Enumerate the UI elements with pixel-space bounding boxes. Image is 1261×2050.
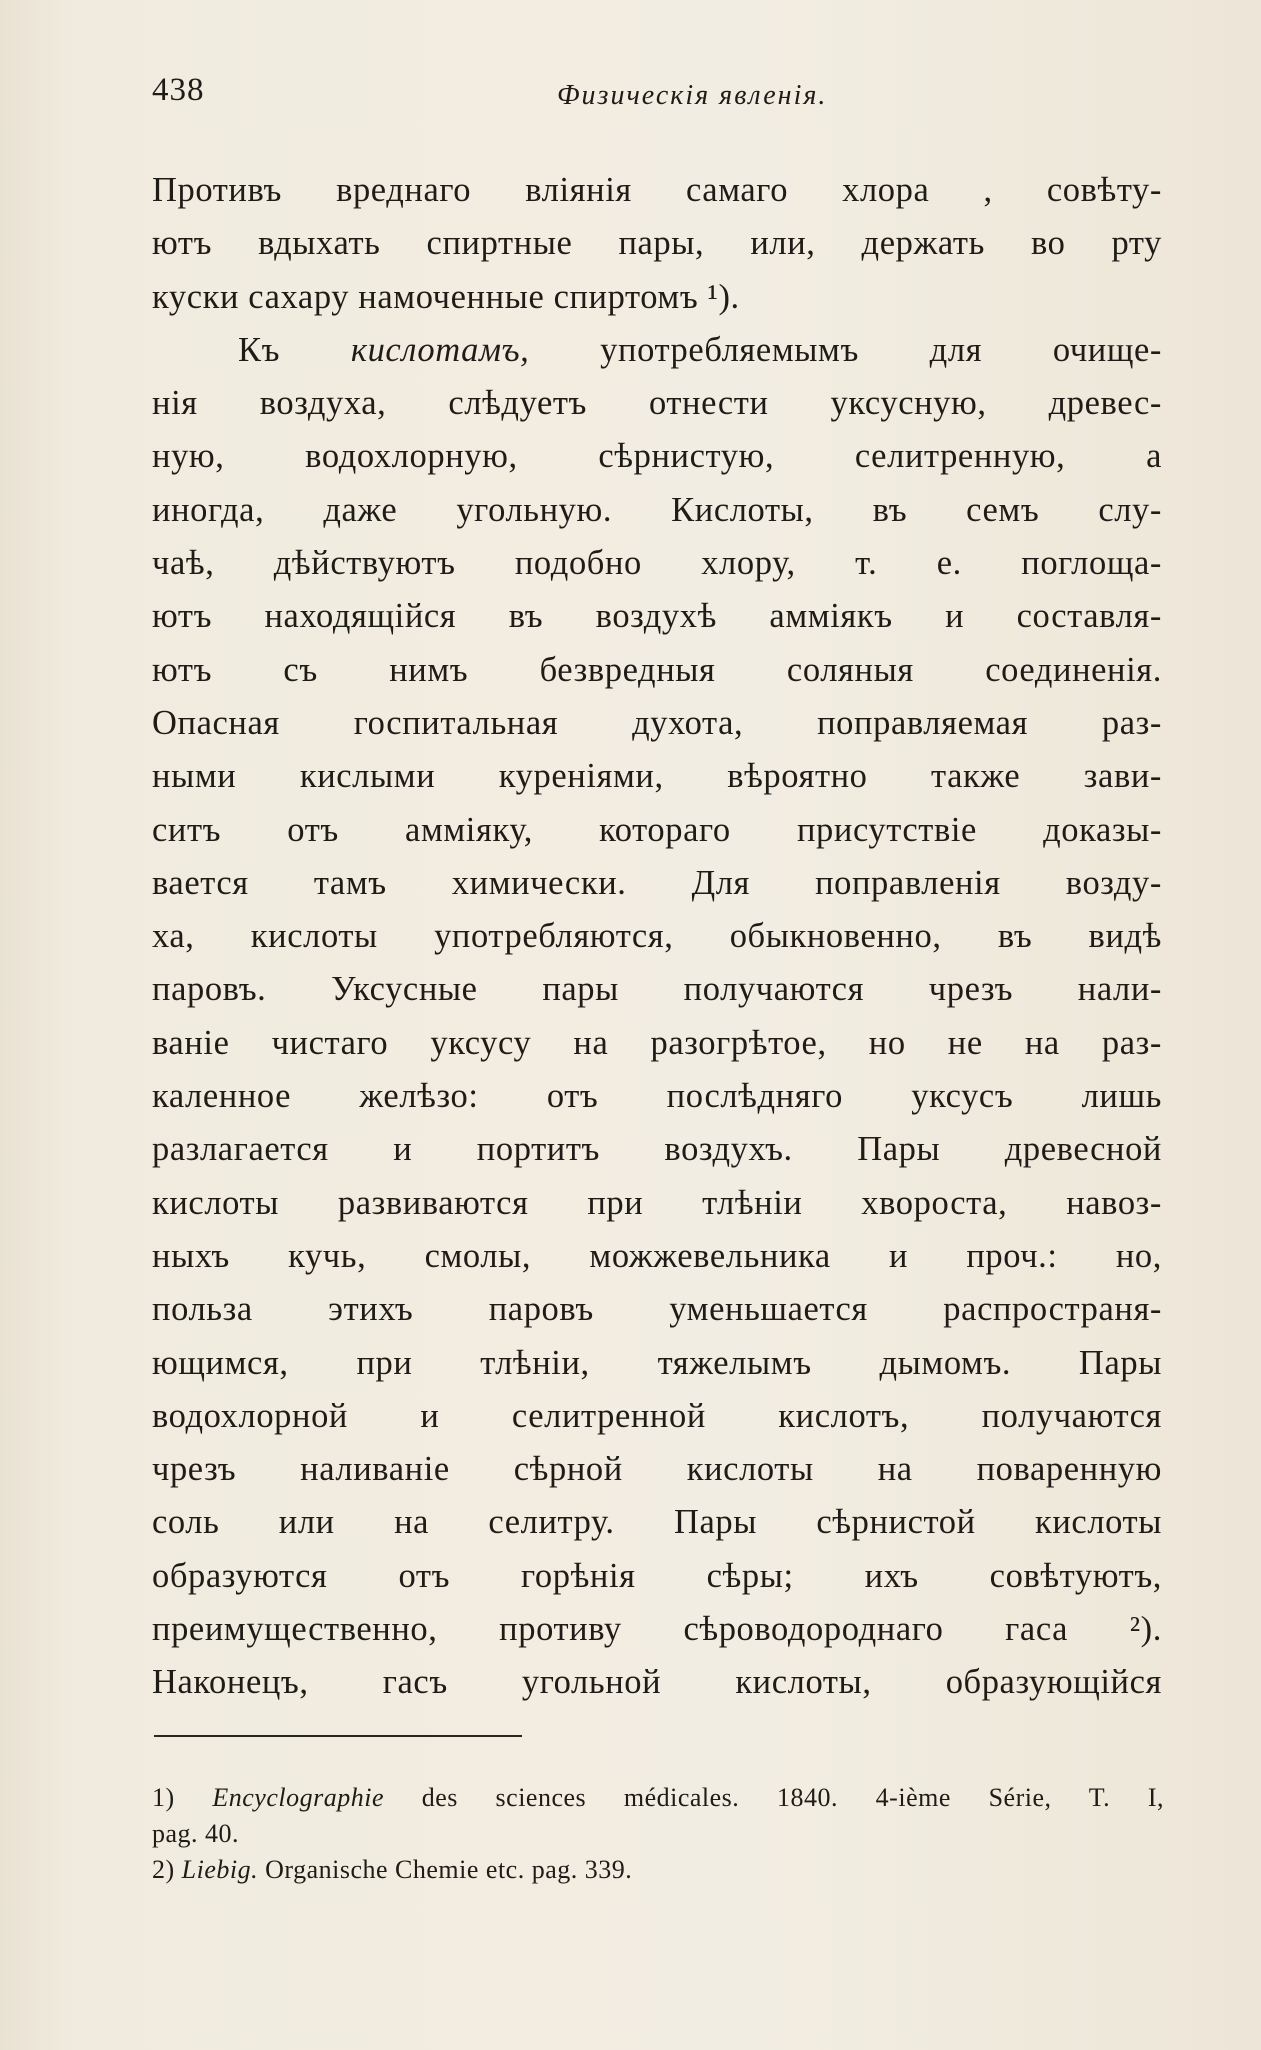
text-line: паровъ. Уксусные пары получаются чрезъ нали- [152, 970, 1162, 1009]
italic-term: кислотамъ, [350, 330, 530, 369]
text-line: Опасная госпитальная духота, поправляемая раз- [152, 703, 1162, 742]
footnote-marker: 1) [152, 1783, 175, 1812]
text-line: образуются отъ горѣнія сѣры; ихъ совѣтуютъ, [152, 1556, 1162, 1595]
footnotes [152, 1780, 1164, 1888]
page-number: 438 [152, 72, 205, 108]
footnote-marker: 2) [152, 1855, 175, 1884]
text-line: ютъ вдыхать спиртные пары, или, держать во рту [152, 224, 1162, 263]
text-line: ха, кислоты употребляются, обыкновенно, въ видѣ [152, 917, 1162, 956]
text-line: ютъ находящійся въ воздухѣ аммiякъ и составля- [152, 597, 1162, 636]
text-line: куски сахару намоченные спиртомъ ¹). [152, 277, 740, 316]
text-line: иногда, даже угольную. Кислоты, въ семъ слу- [152, 490, 1162, 529]
text-line: нія воздуха, слѣдуетъ отнести уксусную, древес- [152, 384, 1162, 423]
text-line: Наконецъ, гасъ угольной кислоты, образующійся [152, 1663, 1162, 1702]
footnote-author: Liebig. [181, 1855, 259, 1884]
text-line: разлагается и портитъ воздухъ. Пары древесной [152, 1130, 1162, 1169]
text-line: преимущественно, противу сѣроводороднаго гаса ²). [152, 1610, 1162, 1649]
text-line: ную, водохлорную, сѣрнистую, селитренную, а [152, 437, 1162, 476]
footnote-citation: des sciences médicales. 1840. 4-ième Série, T. I, [421, 1783, 1164, 1812]
text-line: ситъ отъ аммiяку, котораго присутствіе доказы- [152, 810, 1162, 849]
text-line: чрезъ наливаніе сѣрной кислоты на поваренную [152, 1450, 1162, 1489]
text-line: ныхъ кучь, смолы, можжевельника и проч.: но, [152, 1236, 1162, 1275]
text-line: соль или на селитру. Пары сѣрнистой кислоты [152, 1503, 1162, 1542]
footnote-1-continuation: pag. 40. [152, 1819, 240, 1848]
text-line: вается тамъ химически. Для поправленія возду- [152, 863, 1162, 902]
text-line: Къ кислотамъ, употребляемымъ для очище- [238, 330, 1162, 369]
text-line: ющимся, при тлѣніи, тяжелымъ дымомъ. Пары [152, 1343, 1162, 1382]
text-line: польза этихъ паровъ уменьшается распространя- [152, 1290, 1162, 1329]
footnote-author: Encyclographie [212, 1783, 384, 1812]
text-line: кислоты развиваются при тлѣніи хвороста, навоз- [152, 1183, 1162, 1222]
text-line: ваніе чистаго уксусу на разогрѣтое, но не на раз- [152, 1023, 1162, 1062]
footnote-1 [152, 1780, 1164, 1816]
text-line: ными кислыми куреніями, вѣроятно также зави- [152, 757, 1162, 796]
page-header [152, 72, 888, 122]
text-line: каленное желѣзо: отъ послѣдняго уксусъ лишь [152, 1077, 1162, 1116]
text-line: Противъ вреднаго вліянія самаго хлора , совѣту- [152, 171, 1162, 209]
text-line: ютъ съ нимъ безвредныя соляныя соединенія. [152, 650, 1162, 689]
footnote-2 [152, 1852, 1164, 1888]
running-title: Физическія явленія. [557, 80, 828, 111]
footnote-citation: Organische Chemie etc. pag. 339. [265, 1855, 633, 1884]
text-line: чаѣ, дѣйствуютъ подобно хлору, т. е. поглоща- [152, 544, 1162, 583]
footnote-divider [154, 1735, 522, 1737]
body-text [152, 164, 1162, 1710]
text-line: водохлорной и селитренной кислотъ, получаются [152, 1396, 1162, 1435]
